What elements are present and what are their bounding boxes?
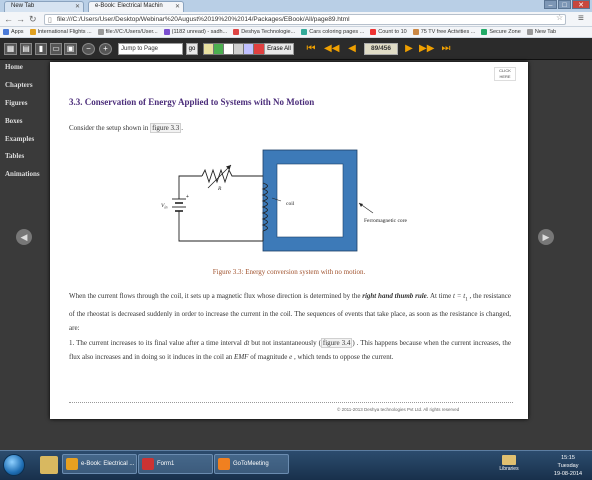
time-subscript: 1 (465, 297, 468, 303)
left-menu (0, 60, 44, 450)
e-term: e (289, 353, 293, 361)
circuit-figure (158, 143, 418, 263)
bookmark-favicon-icon (527, 29, 533, 35)
system-clock[interactable] (548, 454, 588, 478)
para1-text-b: . At time (426, 292, 453, 300)
bookmark-label: New Tab (534, 29, 557, 35)
footer-divider (69, 402, 513, 403)
paragraph-flux (69, 289, 511, 335)
bookmarks-bar (0, 27, 592, 38)
right-hand-rule-term: right hand thumb rule (362, 292, 427, 300)
wire-bottom (179, 211, 263, 241)
paragraph-step-1 (69, 336, 511, 364)
zoom-out-icon[interactable]: − (82, 43, 95, 55)
bookmark-favicon-icon (3, 29, 9, 35)
intro-end: . (181, 124, 184, 132)
tab-ebook[interactable] (88, 1, 184, 12)
taskbar-app-button[interactable] (214, 454, 289, 474)
minimize-icon[interactable]: – (544, 0, 557, 9)
click-here-badge[interactable]: CLICK HERE (494, 67, 516, 81)
figure-link[interactable]: figure 3.4 (322, 339, 351, 347)
close-tab-icon[interactable]: ✕ (174, 4, 180, 10)
bookmark-favicon-icon (30, 29, 36, 35)
url-text: file:///C:/Users/User/Desktop/Webinar%20August%2019%20%2014/Packages/EBook/All/page89.html (57, 16, 350, 23)
sidebar-item-figures[interactable]: Figures (5, 99, 28, 107)
bookmark-label: Secure Zone (489, 29, 521, 35)
copyright-text: © 2011-2013 Deshya technologies Pvt Ltd. All rights reserved (337, 407, 460, 412)
bookmark-favicon-icon (413, 29, 419, 35)
para2-text-a: 1. The current increases to its final value after a time interval (69, 339, 244, 347)
sidebar-item-tables[interactable]: Tables (5, 152, 25, 160)
bookmark-item[interactable] (98, 29, 158, 35)
core-label: Ferromagnetic core (364, 218, 407, 224)
core-pointer-head (359, 203, 363, 207)
para1-text-a: When the current flows through the coil, it sets up a magnetic flux whose direction is determined by the (69, 292, 363, 300)
print-icon[interactable]: ▣ (64, 43, 77, 55)
bookmark-item[interactable] (413, 29, 476, 35)
bookmark-item[interactable] (164, 29, 228, 35)
bookmark-icon[interactable]: ▮ (35, 43, 47, 55)
sidebar-item-chapters[interactable]: Chapters (5, 81, 33, 89)
bookmark-item[interactable] (527, 29, 556, 35)
zoom-in-icon[interactable]: + (99, 43, 112, 55)
sidebar-item-boxes[interactable]: Boxes (5, 117, 23, 125)
erase-all-button[interactable]: Erase All (264, 43, 294, 55)
previous-page-icon[interactable]: ◀◀ (324, 43, 340, 54)
close-window-icon[interactable]: ✕ (572, 0, 590, 9)
bookmark-item[interactable] (301, 29, 364, 35)
taskbar-app-label: Form1 (157, 461, 175, 467)
sidebar-item-animations[interactable]: Animations (5, 170, 40, 178)
bookmark-favicon-icon (164, 29, 170, 35)
bookmark-item[interactable] (370, 29, 406, 35)
bookmark-favicon-icon (481, 29, 487, 35)
section-title: 3.3. Conservation of Energy Applied to Systems with No Motion (69, 97, 315, 107)
bookmark-item[interactable] (233, 29, 295, 35)
para2-text-f: , which tends to oppose the current. (292, 353, 394, 361)
bookmark-label: (1182 unread) - sadh... (171, 29, 228, 35)
next-page-arrow-icon[interactable]: ▶ (538, 229, 554, 245)
rheostat-arrow (208, 165, 231, 188)
taskbar-app-label: GoToMeeting (233, 461, 269, 467)
folder-icon[interactable] (40, 456, 58, 474)
bookmark-favicon-icon (301, 29, 307, 35)
first-page-icon[interactable]: ⏮ (306, 43, 316, 54)
bookmark-favicon-icon (98, 29, 104, 35)
bookmark-label: 75 TV free Activities ... (420, 29, 476, 35)
ebook-toolbar (0, 38, 592, 60)
url-input[interactable] (44, 14, 566, 25)
libraries-shortcut[interactable] (494, 455, 524, 472)
clock-time: 15:15 (561, 455, 575, 461)
windows-taskbar (0, 450, 592, 480)
app-icon (218, 458, 230, 470)
bookmark-favicon-icon (370, 29, 376, 35)
bookmark-label: Apps (11, 29, 24, 35)
start-button-icon[interactable] (3, 454, 25, 476)
bookmark-label: International Flights ... (37, 29, 92, 35)
bookmark-star-icon[interactable]: ☆ (556, 13, 564, 22)
wire-top-left (179, 176, 202, 199)
libraries-icon (502, 455, 516, 465)
figure-link[interactable]: figure 3.3 (152, 124, 180, 132)
window-controls (543, 0, 590, 9)
prev-page-arrow-icon[interactable]: ◀ (16, 229, 32, 245)
tab-label: e-Book: Electrical Machin (95, 3, 163, 9)
reload-icon[interactable]: ↻ (29, 14, 37, 24)
address-bar-row (0, 12, 592, 27)
go-button[interactable]: go (186, 43, 198, 55)
next-page-icon[interactable]: ▶▶ (419, 43, 435, 54)
page-counter: 89/456 (364, 43, 398, 55)
bookmark-item[interactable] (30, 29, 92, 35)
menu-list-icon[interactable]: ▤ (20, 43, 32, 55)
book-page (50, 62, 528, 419)
forward-icon[interactable]: → (16, 14, 25, 24)
clock-day: Tuesday (557, 463, 579, 469)
back-icon[interactable]: ← (4, 14, 13, 24)
tab-label: New Tab (11, 3, 35, 9)
close-tab-icon[interactable]: ✕ (74, 4, 80, 10)
bookmark-label: Deshya Technologie... (241, 29, 296, 35)
sidebar-item-examples[interactable]: Examples (5, 135, 35, 143)
para1-text-c: , the resistance of the rheostat is decreased suddenly in order to increase the current in the coil. The sequences of events that take place, as soon as the resistance is changed, are: (69, 292, 511, 333)
taskbar-app-button[interactable] (138, 454, 213, 474)
intro-paragraph (69, 124, 183, 132)
dt-term: dt (243, 339, 250, 347)
libraries-label: Libraries (499, 466, 519, 472)
previous-icon[interactable]: ◀ (348, 43, 356, 54)
intro-text: Consider the setup shown in (69, 124, 151, 132)
taskbar-app-button[interactable] (62, 454, 137, 474)
time-expression: t = t (452, 292, 466, 300)
browser-tab-strip (0, 0, 592, 12)
taskbar-app-label: e-Book: Electrical ... (81, 461, 135, 467)
bookmark-favicon-icon (233, 29, 239, 35)
bookmark-item[interactable] (3, 29, 24, 35)
source-label: $V_{in}$ (161, 203, 168, 210)
sidebar-item-home[interactable]: Home (5, 63, 23, 71)
emf-term: EMF (234, 353, 249, 361)
battery-plus: + (186, 194, 189, 200)
menu-icon[interactable]: ≡ (578, 13, 584, 24)
notes-icon[interactable]: ▭ (50, 43, 62, 55)
page-icon: ▯ (48, 17, 52, 24)
jump-to-page-input[interactable]: Jump to Page (118, 43, 183, 55)
tab-new-tab[interactable] (4, 1, 84, 12)
bookmark-item[interactable] (481, 29, 521, 35)
next-icon[interactable]: ▶ (405, 43, 413, 54)
grid-icon[interactable]: ▦ (4, 43, 17, 55)
bookmark-label: Count to 10 (378, 29, 407, 35)
app-icon (66, 458, 78, 470)
bookmark-label: file:///C:/Users/User... (105, 29, 158, 35)
maximize-icon[interactable]: □ (558, 0, 571, 9)
rheostat-label: R (218, 186, 222, 192)
coil-label: coil (286, 201, 295, 207)
rheostat-zigzag (202, 170, 234, 182)
last-page-icon[interactable]: ⏭ (441, 43, 451, 54)
figure-caption: Figure 3.3: Energy conversion system with no motion. (212, 268, 366, 276)
clock-date: 19-08-2014 (553, 471, 583, 477)
para2-text-d: of magnitude (248, 353, 290, 361)
bookmark-label: Cars coloring pages ... (309, 29, 365, 35)
para2-text-c: ) . This happens because when the current increases, the flux also increases and in doing so it induces in the coil an (69, 339, 511, 361)
para2-text-b: but not instantaneously ( (249, 339, 321, 347)
app-icon (142, 458, 154, 470)
